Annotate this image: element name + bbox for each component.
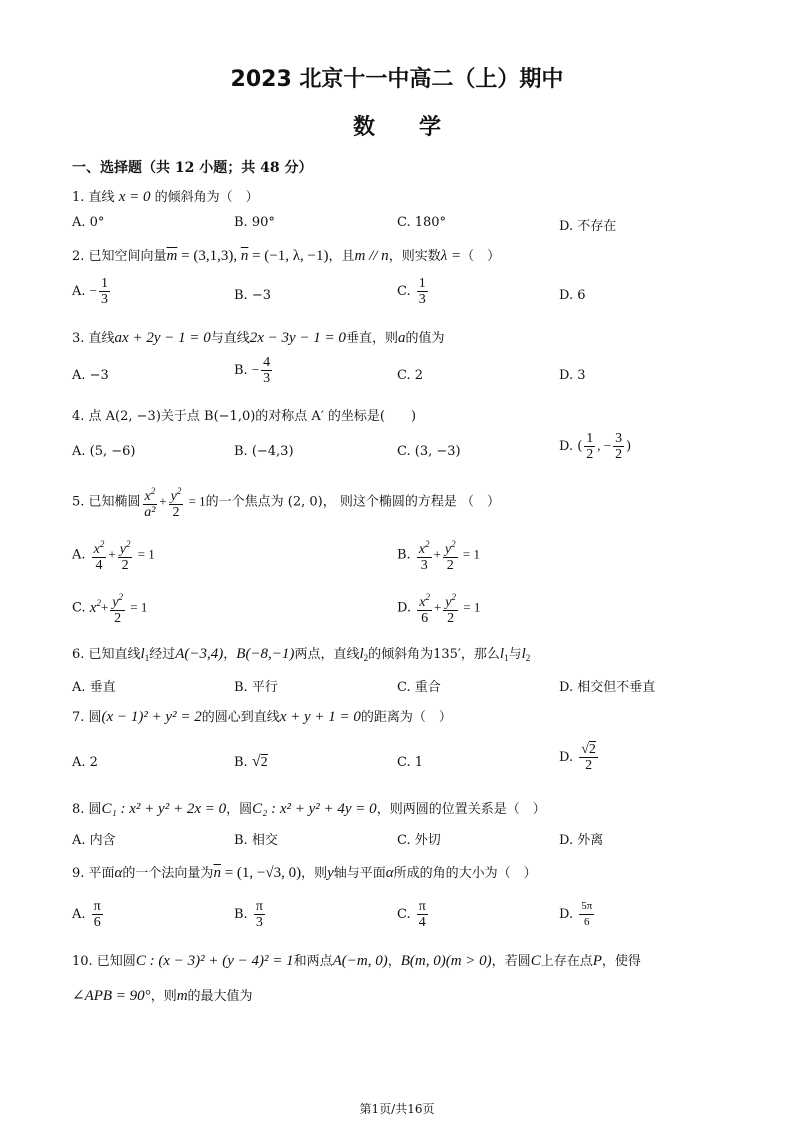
- q1-option-a[interactable]: A. 0°: [72, 215, 105, 230]
- denominator: 2: [446, 558, 454, 573]
- question-3-text-d: 的值为: [405, 331, 445, 346]
- denominator: 6: [421, 611, 429, 626]
- q2-option-b[interactable]: B. −3: [234, 288, 271, 303]
- q3-option-b-sign: −: [251, 362, 260, 377]
- page-title: 2023 北京十一中高二（上）期中: [230, 67, 564, 92]
- denominator: 2: [585, 758, 593, 773]
- question-3-text-a: 3. 直线: [72, 331, 115, 346]
- q7-option-a[interactable]: A. 2: [72, 755, 98, 770]
- question-1-text-a: 1. 直线: [72, 190, 115, 205]
- q2-option-a-sign: −: [89, 283, 98, 298]
- question-10-text-f: ，使得: [601, 954, 641, 969]
- y-axis-variable: y: [327, 865, 334, 881]
- point-p: P: [592, 953, 602, 969]
- q4-option-b[interactable]: B. (−4,3): [234, 444, 294, 459]
- denominator: 2: [114, 611, 122, 626]
- question-3-text-b: 与直线: [210, 331, 250, 346]
- q6-option-c[interactable]: C. 重合: [397, 680, 441, 695]
- numerator: $y^2$: [112, 592, 123, 610]
- q5-option-d-label: D.: [397, 600, 412, 616]
- question-4-stem: 4. 点 A(2, −3)关于点 B(−1,0)的对称点 A′ 的坐标是( ): [72, 409, 417, 424]
- numerator: √2: [581, 742, 596, 757]
- q2-option-a-label: A.: [72, 284, 86, 299]
- numerator: 1: [101, 276, 109, 291]
- q5-fraction-y: [169, 484, 184, 520]
- question-8-text-c: ，则两圆的位置关系是（ ）: [376, 802, 546, 817]
- q7-option-b[interactable]: [234, 753, 268, 771]
- question-6-text-f: 与: [508, 647, 522, 662]
- q5-option-c[interactable]: C. $x^2+$ $\frac{y^2}{2}$ = 1: [72, 592, 148, 626]
- fraction-y: [443, 590, 458, 626]
- question-9-text-a: 9. 平面: [72, 866, 115, 881]
- question-10-text-d: ，若圆: [491, 954, 531, 969]
- question-9-stem: [72, 862, 537, 882]
- q9-option-d[interactable]: [559, 899, 596, 930]
- fraction-y: [443, 537, 458, 573]
- point-a: A(−3,4): [175, 646, 224, 662]
- variable-a: a: [397, 330, 406, 346]
- q2-option-c-label: C.: [397, 284, 411, 299]
- q9-option-d-label: D.: [559, 907, 574, 922]
- denominator: 3: [420, 558, 428, 573]
- q9-option-b[interactable]: [234, 899, 267, 930]
- denominator: 4: [418, 915, 426, 930]
- question-7-text-b: 的圆心到直线: [201, 710, 280, 725]
- question-10-text-c: ，: [387, 954, 401, 969]
- circle-c: C: [530, 953, 541, 969]
- q7-option-d-label: D.: [559, 750, 574, 765]
- line-l1: $l_1$: [140, 646, 150, 663]
- q3-option-a[interactable]: A. −3: [72, 368, 109, 383]
- question-10-text-e: 上存在点: [540, 954, 593, 969]
- line-equation: x + y + 1 = 0: [279, 709, 361, 725]
- numerator: $y^2$: [119, 539, 131, 557]
- fraction-x: [92, 537, 107, 573]
- question-9-text-d: 轴与平面: [333, 866, 386, 881]
- q4-option-d-fraction-1: [584, 431, 595, 462]
- fraction-y: [110, 590, 125, 626]
- question-6-text-b: 经过: [149, 647, 176, 662]
- q4-option-d-fraction-2: [613, 431, 624, 462]
- page-number: 第1页/共16页: [359, 1102, 435, 1116]
- q1-option-b[interactable]: B. 90°: [234, 215, 275, 230]
- circle-c1: C₁ : x² + y² + 2x = 0: [101, 801, 227, 817]
- question-7-stem: [72, 706, 452, 726]
- circle-c2: C₂ : x² + y² + 4y = 0: [252, 801, 377, 817]
- question-9-text-b: 的一个法向量为: [122, 866, 214, 881]
- line-l1-ref: $l_1$: [499, 646, 509, 663]
- question-3-stem: [72, 327, 444, 347]
- denominator: a²: [144, 505, 156, 520]
- numerator: π: [93, 899, 101, 914]
- denominator: 6: [93, 915, 101, 930]
- numerator: 3: [615, 431, 623, 446]
- q1-option-d[interactable]: D. 不存在: [559, 219, 617, 234]
- question-8-text-b: ，圆: [226, 802, 253, 817]
- point-b: B(m, 0)(m > 0): [400, 953, 492, 969]
- question-7-text-c: 的距离为（ ）: [360, 710, 452, 725]
- q4-option-d[interactable]: [559, 431, 631, 462]
- equals-one: = 1: [127, 599, 148, 615]
- question-2-stem: [72, 245, 500, 265]
- numerator: 1: [418, 276, 426, 291]
- q3-option-b-fraction: [261, 355, 272, 386]
- q9-option-a-label: A.: [72, 907, 86, 922]
- q8-option-a[interactable]: A. 内含: [72, 833, 116, 848]
- question-9-text-e: 所成的角的大小为（ ）: [393, 866, 537, 881]
- q5-option-c-label: C.: [72, 600, 86, 616]
- question-6-text-a: 6. 已知直线: [72, 647, 141, 662]
- q2-option-c[interactable]: [397, 276, 430, 307]
- q5-option-a-label: A.: [72, 547, 86, 563]
- question-2-text-a: 2. 已知空间向量: [72, 249, 167, 264]
- q9-option-d-fraction: [579, 899, 594, 930]
- q8-option-b[interactable]: B. 相交: [234, 833, 278, 848]
- numerator: 5π: [579, 899, 594, 915]
- denominator: 2: [615, 447, 623, 462]
- equals-one: = 1: [134, 546, 155, 562]
- q5-option-b[interactable]: B. $\frac{x^2}{3}$ + $\frac{y^2}{2}$ = 1: [397, 539, 480, 573]
- question-10-text-a: 10. 已知圆: [72, 954, 136, 969]
- fraction-x: [417, 590, 432, 626]
- question-8-text-a: 8. 圆: [72, 802, 102, 817]
- question-7-text-a: 7. 圆: [72, 710, 102, 725]
- question-6-text-e: 的倾斜角为135′，那么: [368, 647, 500, 662]
- q6-option-d[interactable]: D. 相交但不垂直: [559, 680, 656, 695]
- question-5-text-a: 5. 已知椭圆: [72, 494, 141, 510]
- q3-option-b[interactable]: [234, 355, 274, 386]
- question-8-stem: [72, 798, 546, 818]
- q9-option-a-fraction: [92, 899, 103, 930]
- question-10-stem-line-2: [72, 985, 253, 1005]
- numerator: $y^2$: [444, 539, 456, 557]
- numerator: 4: [263, 355, 271, 370]
- denominator: 3: [263, 371, 271, 386]
- question-1-stem: [72, 186, 259, 206]
- vector-m-value: = (3,1,3),: [177, 248, 241, 264]
- section-heading: 一、选择题（共 12 小题；共 48 分）: [72, 160, 313, 176]
- q2-option-a[interactable]: [72, 276, 112, 307]
- denominator: 3: [255, 915, 263, 930]
- question-2-text-b: ，且: [328, 249, 355, 264]
- question-2-text-d: （ ）: [461, 249, 501, 264]
- equals-one: = 1: [460, 599, 481, 615]
- line-l2-ref: $l_2$: [521, 646, 531, 663]
- question-1-math: x = 0: [118, 189, 151, 205]
- numerator: $x^2$: [93, 539, 105, 557]
- q3-option-b-label: B.: [234, 363, 248, 378]
- question-9-text-c: ，则: [301, 866, 328, 881]
- numerator: $y^2$: [445, 592, 457, 610]
- numerator: $y^2$: [170, 486, 182, 504]
- q7-option-b-label: B.: [234, 755, 248, 770]
- numerator: π: [255, 899, 263, 914]
- subject-title: 数 学: [352, 115, 441, 140]
- line-l2: $l_2$: [359, 646, 369, 663]
- question-6-text-c: ，: [223, 647, 237, 662]
- q4-option-c[interactable]: C. (3, −3): [397, 444, 461, 459]
- q2-option-c-fraction: [417, 276, 428, 307]
- denominator: 2: [172, 505, 180, 520]
- q5-fraction-x: [143, 484, 158, 520]
- q3-option-d[interactable]: D. 3: [559, 368, 586, 383]
- question-10-stem-line-1: [72, 950, 641, 970]
- denominator: 3: [418, 292, 426, 307]
- question-2-text-c: ，则实数: [388, 249, 441, 264]
- equals-one: = 1: [459, 546, 480, 562]
- lambda-symbol: λ =: [440, 248, 462, 264]
- vector-n-value: = (−1, λ, −1): [248, 248, 329, 264]
- q3-option-c[interactable]: C. 2: [397, 368, 424, 383]
- denominator: 6: [584, 916, 590, 928]
- q9-option-c-fraction: [417, 899, 428, 930]
- numerator: $x^2$: [419, 592, 430, 610]
- q7-option-d-fraction: [579, 742, 598, 773]
- sqrt-radicand: 2: [260, 755, 268, 770]
- numerator: π: [418, 899, 426, 914]
- numerator: 1: [586, 431, 594, 446]
- question-1-text-b: 的倾斜角为（ ）: [154, 190, 259, 205]
- question-5-text-b: 的一个焦点为 (2, 0)， 则这个椭圆的方程是 （ ）: [205, 494, 501, 510]
- q9-option-c[interactable]: [397, 899, 430, 930]
- q4-option-d-label: D. (: [559, 439, 583, 454]
- parallel-relation: m // n: [354, 248, 389, 264]
- q6-option-a[interactable]: A. 垂直: [72, 680, 116, 695]
- variable-m: m: [176, 988, 188, 1004]
- point-b: B(−8,−1): [236, 646, 295, 662]
- q8-option-c[interactable]: C. 外切: [397, 833, 441, 848]
- sqrt-symbol: √: [251, 753, 261, 770]
- angle-apb: ∠APB = 90°: [72, 988, 151, 1004]
- q8-option-d[interactable]: D. 外离: [559, 833, 604, 848]
- q2-option-a-fraction: [99, 276, 110, 307]
- question-6-stem: [72, 643, 530, 663]
- q1-option-c[interactable]: C. 180°: [397, 215, 447, 230]
- q9-option-c-label: C.: [397, 907, 411, 922]
- q9-option-b-fraction: [254, 899, 265, 930]
- question-5-stem: 5. 已知椭圆 $\frac{x^2}{\text{a²}}$ + $\frac{y^2}{2}$ = 1的一个焦点为 (2, 0)， 则这个椭圆的方程是 （ ）: [72, 486, 501, 520]
- vector-n: $\overline{n}$: [240, 248, 249, 264]
- q5-option-a[interactable]: A. $\frac{x^2}{4}$ + $\frac{y^2}{2}$ = 1: [72, 539, 155, 573]
- question-3-text-c: 垂直，则: [345, 331, 398, 346]
- q5-equals-one: = 1: [185, 493, 206, 509]
- q2-option-d[interactable]: D. 6: [559, 288, 586, 303]
- q4-option-a[interactable]: A. (5, −6): [72, 444, 136, 459]
- alpha-symbol-ref: α: [385, 865, 394, 881]
- normal-vector-value: = (1, −√3, 0): [220, 865, 302, 881]
- denominator: 4: [95, 558, 103, 573]
- circle-c-equation: C : (x − 3)² + (y − 4)² = 1: [135, 953, 294, 969]
- fraction-y: [118, 537, 133, 573]
- circle-equation: (x − 1)² + y² = 2: [101, 709, 202, 725]
- question-10-text-g: ，则: [150, 989, 177, 1004]
- numerator: $x^2$: [144, 486, 156, 504]
- denominator: 3: [101, 292, 109, 307]
- numerator: $x^2$: [418, 539, 430, 557]
- sqrt-symbol: √: [581, 742, 589, 757]
- denominator: 2: [121, 558, 129, 573]
- q7-option-c[interactable]: C. 1: [397, 755, 424, 770]
- q5-option-b-label: B.: [397, 547, 411, 563]
- line-1-equation: ax + 2y − 1 = 0: [114, 330, 211, 346]
- q9-option-a[interactable]: [72, 899, 105, 930]
- vector-m: $\overline{m}$: [166, 248, 178, 264]
- q7-option-d[interactable]: [559, 742, 600, 773]
- point-a: A(−m, 0): [332, 953, 388, 969]
- alpha-symbol: α: [114, 865, 123, 881]
- fraction-x: [417, 537, 432, 573]
- q9-option-b-label: B.: [234, 907, 248, 922]
- q6-option-b[interactable]: B. 平行: [234, 680, 278, 695]
- q4-option-d-close: ): [626, 439, 632, 454]
- q4-option-d-separator: , −: [597, 438, 612, 453]
- q5-option-d[interactable]: D. $\frac{x^2}{6}$ + $\frac{y^2}{2}$ = 1: [397, 592, 481, 626]
- question-6-text-d: 两点，直线: [294, 647, 360, 662]
- normal-vector: $\overline{n}$: [213, 865, 221, 881]
- line-2-equation: 2x − 3y − 1 = 0: [249, 330, 346, 346]
- denominator: 2: [447, 611, 455, 626]
- question-10-text-h: 的最大值为: [187, 989, 253, 1004]
- question-10-text-b: 和两点: [293, 954, 333, 969]
- denominator: 2: [586, 447, 594, 462]
